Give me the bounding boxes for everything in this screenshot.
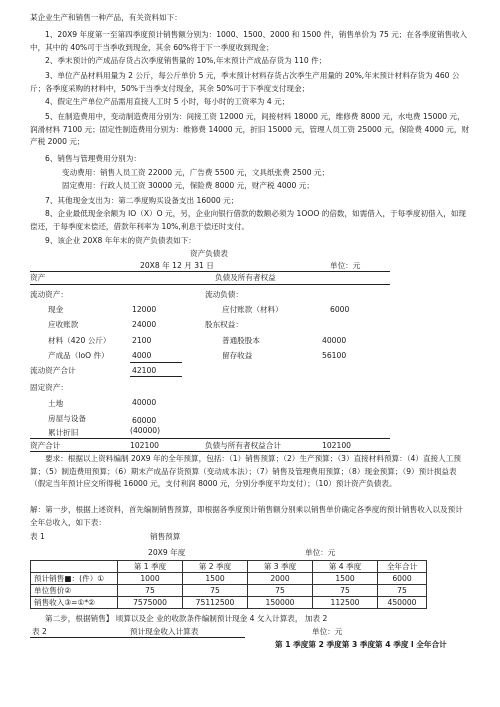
bs-header-rule — [30, 284, 390, 285]
table-cell: 112500 — [313, 597, 378, 609]
bs-dep: 累计折旧 — [48, 428, 79, 437]
table-cell: 75 — [118, 585, 183, 597]
item-6: 6、销售与管理费用分别为： — [45, 154, 141, 163]
bs-ar-v: 24000 — [132, 320, 157, 329]
table-cell: 1500 — [183, 573, 248, 585]
table-row — [31, 573, 427, 585]
table1-unit: 单位：元 — [305, 548, 336, 557]
table-cell: 450000 — [378, 597, 427, 609]
table2-unit: 单位：元 — [312, 627, 343, 636]
bs-fg-v: 4000 — [132, 351, 152, 360]
bs-ap: 应付账款（材料） — [222, 305, 283, 314]
bs-material-v: 2100 — [132, 336, 152, 345]
table-cell: 1500 — [313, 573, 378, 585]
bs-land-v: 40000 — [132, 398, 157, 407]
item-7: 7、其他现金支出为：第二季度购买设备支出 16000 元； — [45, 196, 239, 205]
bs-fixed: 固定资产： — [30, 383, 68, 392]
bs-unit: 单位：元 — [330, 261, 361, 270]
item-1: 1、20X9 年度第一至第四季度预计销售额分别为：1000、1500、2000 和 1500 件，销售单价为 75 元；在各季度销售收入中，其中的 40%可于当季收到现金，其余 60%将于下一季度收到现金； — [30, 30, 468, 52]
bs-total-rule — [30, 438, 390, 439]
table1-label: 表 1 — [30, 532, 45, 541]
bs-ca-total-rule — [130, 376, 182, 377]
bs-col-assets: 资产 — [30, 273, 46, 282]
bs-ap-v: 6000 — [330, 305, 350, 314]
bs-col-liab: 负债及所有者权益 — [215, 273, 276, 282]
table-cell: 75112500 — [183, 597, 248, 609]
row-label: 预计销售■：(件）① — [31, 573, 118, 585]
bs-total-assets: 资产合计 — [30, 441, 61, 450]
item-3: 3、单位产品材料用量为 2 公斤，每公斤单价 5 元，季末预计材料存货占次季生产用量的 20%,年末预计材料存货为 460 公斤；各季度采购的材料中，50%于当季支付现金，其余 50%可于下季度支付现金； — [30, 71, 460, 93]
item-2: 2、季末预计的产成品存货占次季度销售量的 10%,年末预计产成品存货为 110 件； — [45, 56, 327, 65]
bs-dep-v: (40000) — [130, 426, 161, 435]
bs-ca-total: 流动资产合计 — [30, 366, 76, 375]
bs-bldg-v: 60000 — [132, 416, 157, 425]
header-cell: 第 4 季度 — [313, 561, 378, 573]
bs-bldg: 房屋与设备 — [48, 414, 86, 423]
item-6b: 固定费用：行政人员工资 30000 元，保险费 8000 元，财产税 4000 元； — [62, 181, 314, 190]
table-cell: 75 — [378, 585, 427, 597]
table-row — [31, 597, 427, 609]
table-cell: 75 — [313, 585, 378, 597]
table2-title-rule — [130, 637, 245, 638]
bs-bottom-rule — [30, 451, 390, 452]
table2-label: 表 2 — [32, 627, 47, 636]
bs-ca-total-v: 42100 — [132, 366, 157, 375]
bs-cash-v: 12000 — [132, 305, 157, 314]
bs-fg: 产成品（loO 件） — [48, 351, 109, 360]
header-cell — [31, 561, 118, 573]
bs-total-liab-v: 102100 — [322, 441, 351, 450]
table2-title: 预计现金收入计算表 — [130, 627, 199, 636]
solution-text: 解：第一步，根据上述资料，首先编制销售预算，即根据各季度预计销售额分别乘以销售单价确定各季度的预计销售收入以及预计全年总收入，如下表： — [30, 505, 463, 527]
bs-title: 资产负债表 — [190, 249, 228, 258]
table-cell: 150000 — [248, 597, 313, 609]
table-header-row — [31, 561, 427, 573]
bs-material: 材料（420 公斤） — [48, 336, 111, 345]
row-label: 单位售价② — [31, 585, 118, 597]
bs-ar: 应收账款 — [48, 320, 79, 329]
item-5: 5、在制造费用中，变动制造费用分别为：间接工资 12000 元，间接材料 18000 元，维修费 8000 元，水电费 15000 元，润滑材料 7100 元；固定性制造费用分别为：维修费 14000 元，折旧 15000 元，管理人员工资 25000 元，保险费 4000 元，财产税 2000 元； — [30, 112, 470, 146]
table-cell: 75 — [248, 585, 313, 597]
bs-land: 土地 — [48, 399, 64, 408]
bs-total-liab: 负债与所有者权益合计 — [205, 441, 281, 450]
table-cell: 7575000 — [118, 597, 183, 609]
requirement-text: 要求：根据以上资料编制 20X9 年的全年预算，包括：（1）销售预算；（2）生产预算；（3）直接材料预算：（4）直接人工预算；（5）制造费用预算；（6）期末产成品存货预算（变动成本法）；（7）销售及管理费用预算；（8）现金预算；（9）预计损益表（假定当年预计应交所得税 16000 元，支付利润 8000 元，分别分季度平均支付）；（10）预计资产负债表。 — [30, 454, 461, 488]
table1-year: 20X9 年度 — [148, 548, 186, 557]
bs-stock-v: 40000 — [322, 336, 347, 345]
item-8: 8、企业最低现金余额为 lO（X）O 元，另，企业向银行借款的数额必须为 1OOO 的倍数，如需借入，于每季度初借入，如现偿还，于每季度末偿还，借款年利率为 10%,利息于偿还时支付。 — [30, 209, 467, 231]
bs-date: 20X8 年 12 月 31 日 — [140, 261, 214, 270]
table1-title: 销售预算 — [150, 532, 181, 541]
bs-equity: 股东权益： — [205, 320, 243, 329]
bs-current-liab: 流动负债： — [205, 290, 243, 299]
bs-stock: 普通股股本 — [222, 336, 260, 345]
bs-top-rule — [30, 271, 390, 272]
item-6a: 变动费用：销售人员工资 22000 元，广告费 5500 元，文具纸张费 2500 元； — [62, 168, 330, 177]
item-9: 9、该企业 20X8 年年末的资产负债表如下： — [45, 236, 196, 245]
table-cell: 1000 — [118, 573, 183, 585]
bs-re-v: 56100 — [322, 351, 347, 360]
step2-text: 第二步，根据销售】 顷算以及企 业的收款条件编制预计现金 4 攵入计算表， 加表 2 — [45, 614, 328, 623]
bs-total-assets-v: 102100 — [130, 441, 159, 450]
item-4: 4、假定生产单位产品需用直接人工时 5 小时，每小时的工资率为 4 元； — [45, 97, 290, 106]
row-label: 销售收入③=①*② — [31, 597, 118, 609]
table2-label-rule — [30, 637, 130, 638]
bs-re: 留存收益 — [222, 351, 253, 360]
sales-budget-table — [30, 560, 427, 609]
table2-header: 第 1 季度第 2 季度第 3 季度第 4 季度 l 全年合计 — [275, 640, 447, 649]
intro-text: 某企业生产和销售一种产品，有关资料如下： — [30, 13, 182, 22]
table-row — [31, 585, 427, 597]
table-cell: 2000 — [248, 573, 313, 585]
header-cell: 第 3 季度 — [248, 561, 313, 573]
bs-cash: 现金 — [48, 305, 64, 314]
table-cell: 75 — [183, 585, 248, 597]
bs-current-assets: 流动资产： — [30, 290, 68, 299]
header-cell: 全年合计 — [378, 561, 427, 573]
header-cell: 第 1 季度 — [118, 561, 183, 573]
table-cell: 6000 — [378, 573, 427, 585]
bs-ca-rule — [130, 362, 182, 363]
header-cell: 第 2 季度 — [183, 561, 248, 573]
